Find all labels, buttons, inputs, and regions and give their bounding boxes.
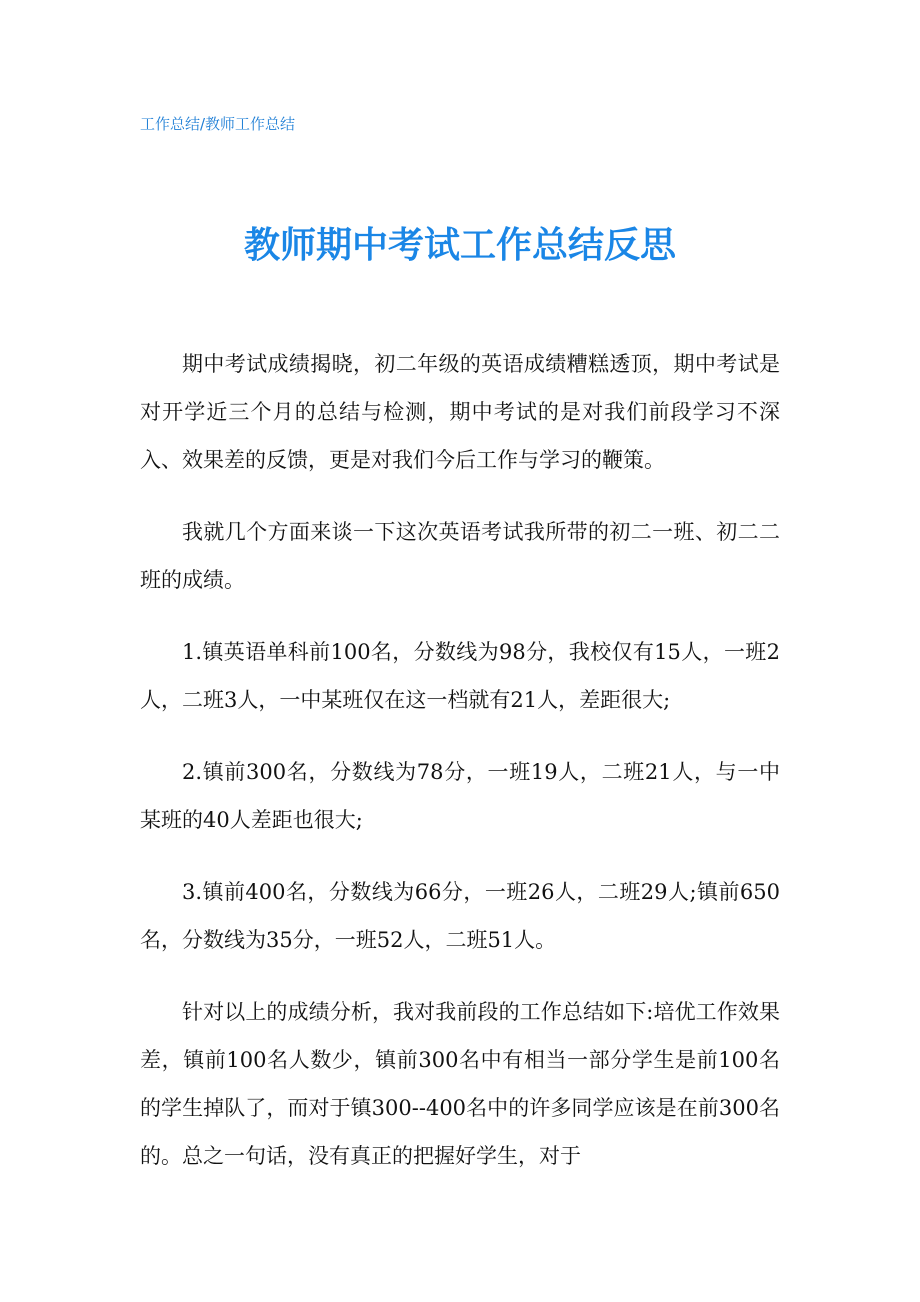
- page-title: 教师期中考试工作总结反思: [243, 225, 676, 266]
- paragraph: 3.镇前400名，分数线为66分，一班26人，二班29人;镇前650名，分数线为35分，一班52人，二班51人。: [140, 880, 780, 952]
- paragraph: 针对以上的成绩分析，我对我前段的工作总结如下:培优工作效果差，镇前100名人数少，镇前300名中有相当一部分学生是前100名的学生掉队了，而对于镇300--400名中的许多同学应该是在前300名的。总之一句话，没有真正的把握好学生，对于: [140, 1000, 780, 1168]
- breadcrumb[interactable]: 工作总结/教师工作总结: [140, 115, 296, 133]
- paragraph: 期中考试成绩揭晓，初二年级的英语成绩糟糕透顶，期中考试是对开学近三个月的总结与检测，期中考试的是对我们前段学习不深入、效果差的反馈，更是对我们今后工作与学习的鞭策。: [140, 352, 780, 472]
- paragraph: 1.镇英语单科前100名，分数线为98分，我校仅有15人，一班2人，二班3人，一中某班仅在这一档就有21人，差距很大;: [140, 640, 780, 712]
- paragraph: 2.镇前300名，分数线为78分，一班19人，二班21人，与一中某班的40人差距也很大;: [140, 760, 780, 832]
- document-body: [140, 340, 780, 1204]
- paragraph: 我就几个方面来谈一下这次英语考试我所带的初二一班、初二二班的成绩。: [140, 520, 780, 592]
